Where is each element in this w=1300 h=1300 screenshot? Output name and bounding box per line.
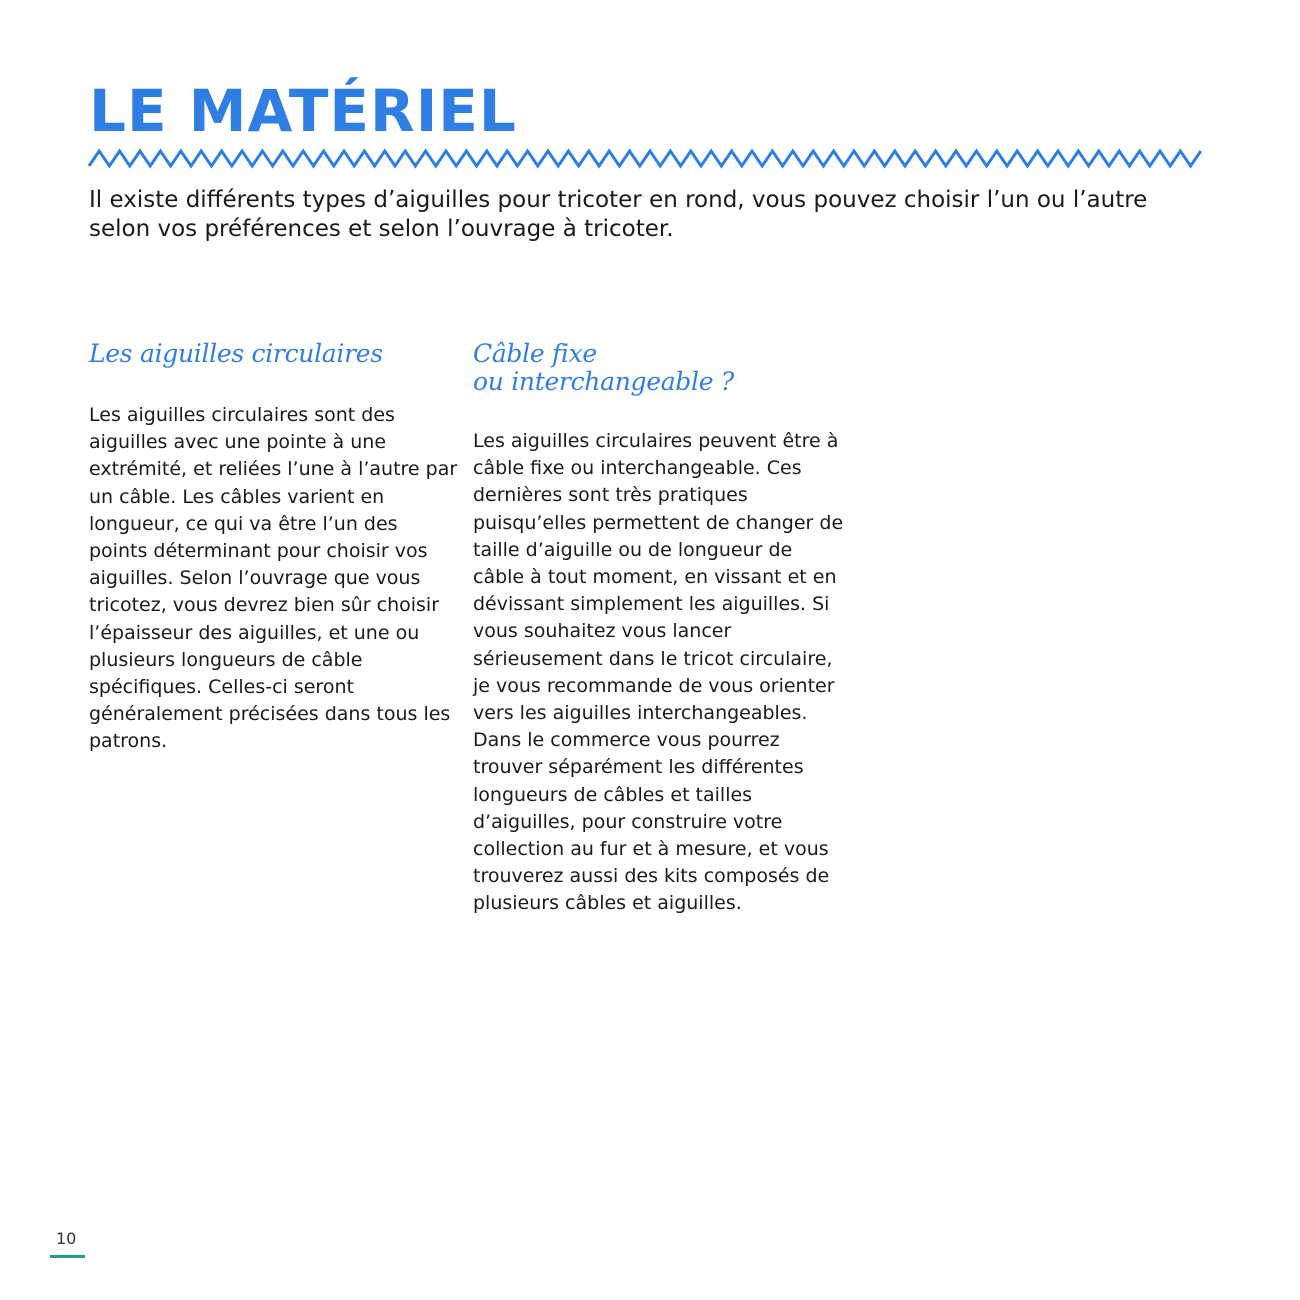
- heading-line: Câble fixe: [473, 339, 597, 368]
- column-circular-needles: [89, 340, 461, 756]
- column-heading: [473, 340, 845, 428]
- heading-line: ou interchangeable ?: [473, 367, 734, 396]
- column-cable-type: [473, 340, 845, 918]
- heading-line: Les aiguilles circulaires: [89, 339, 383, 368]
- page-number: 10: [56, 1229, 77, 1248]
- intro-paragraph: Il existe différents types d’aiguilles pour tricoter en rond, vous pouvez choisir l’un ou l’autre selon vos préférences et selon l’ouvrage à tricoter.: [89, 187, 1148, 242]
- zigzag-divider-icon: [88, 148, 1212, 170]
- column-text: Les aiguilles circulaires peuvent être à câble fixe ou interchangeable. Ces dernières sont très pratiques puisqu’elles permettent de changer de taille d’aiguille ou de longueur de câble à tout moment, en vissant et en dévissant simplement les aiguilles. Si vous souhaitez vous lancer sérieusement dans le tricot circulaire, je vous recommande de vous orienter vers les aiguilles interchangeables. Dans le commerce vous pourrez trouver séparément les différentes longueurs de câbles et tailles d’aiguilles, pour construire votre collection au fur et à mesure, et vous trouverez aussi des kits composés de plusieurs câbles et aiguilles.: [473, 430, 844, 915]
- column-heading: [89, 340, 461, 402]
- page-title: LE MATÉRIEL: [89, 77, 517, 145]
- page-number-rule: [50, 1255, 85, 1258]
- column-text: Les aiguilles circulaires sont des aiguilles avec une pointe à une extrémité, et reliées l’une à l’autre par un câble. Les câbles varient en longueur, ce qui va être l’un des points déterminant pour choisir vos aiguilles. Selon l’ouvrage que vous tricotez, vous devrez bien sûr choisir l’épaisseur des aiguilles, et une ou plusieurs longueurs de câble spécifiques. Celles-ci seront généralement précisées dans tous les patrons.: [89, 404, 458, 753]
